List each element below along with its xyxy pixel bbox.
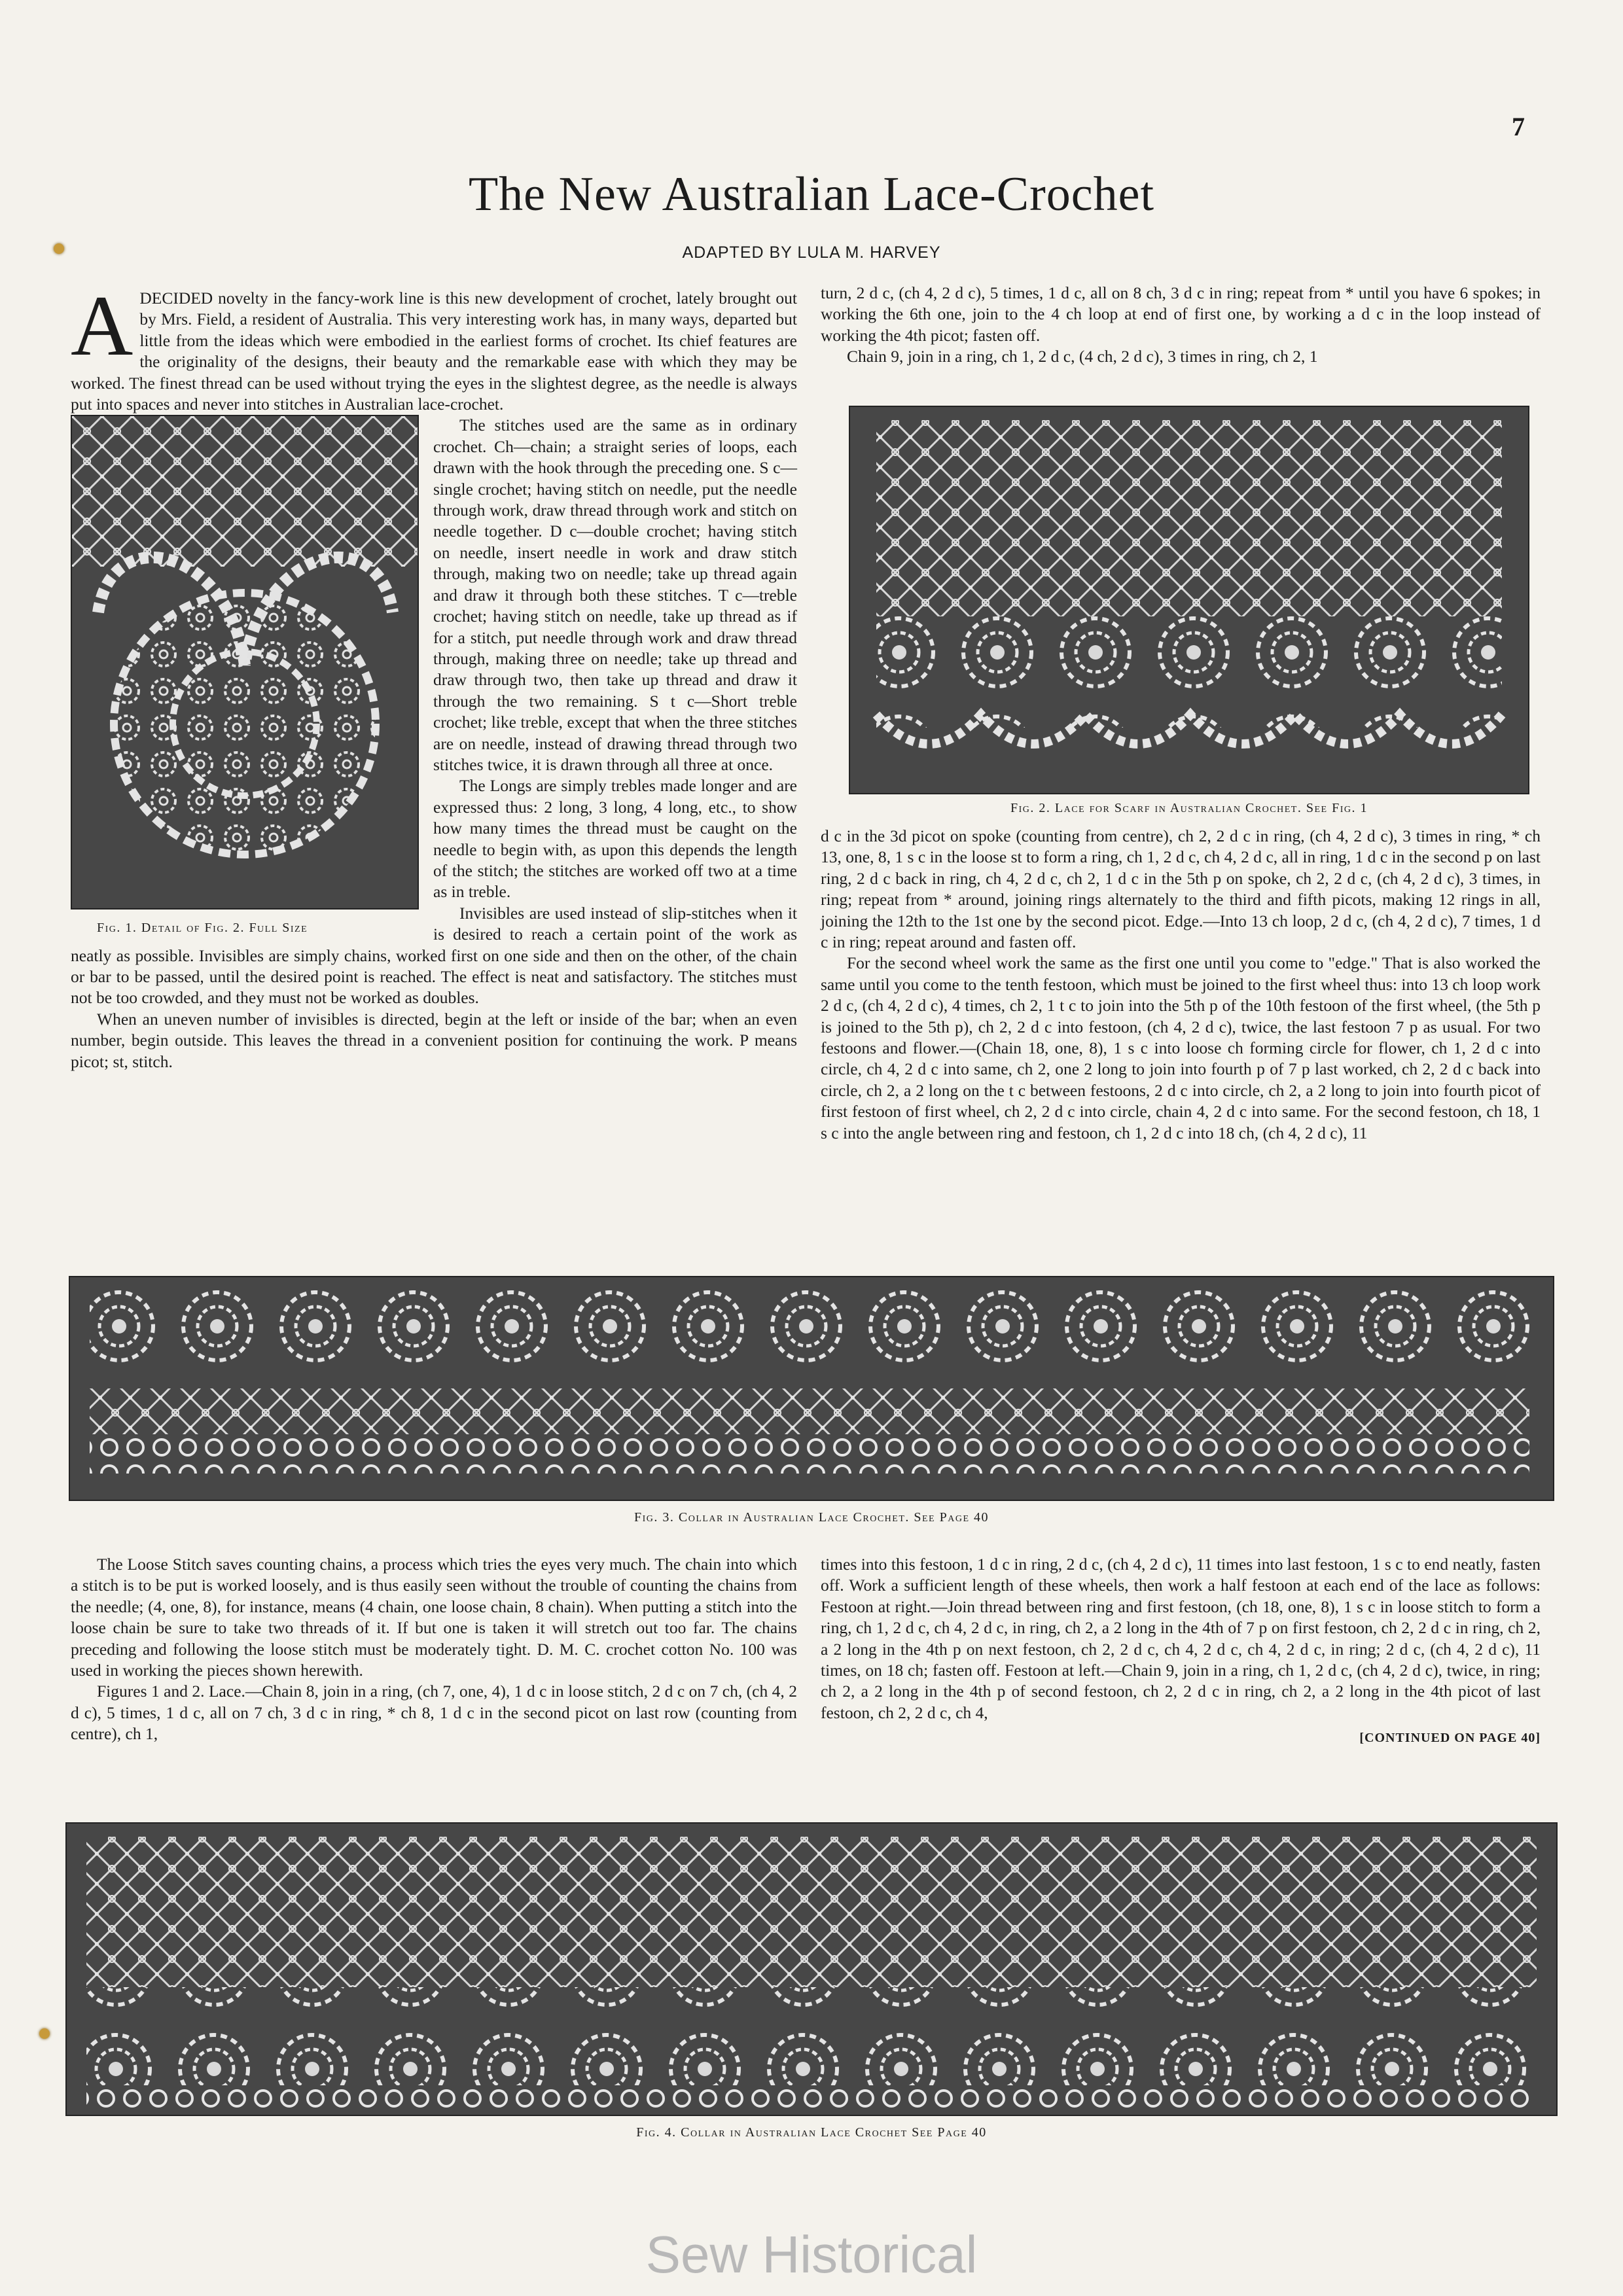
right-column	[821, 283, 1541, 368]
lace-detail-image	[72, 416, 418, 908]
figure-1-photo	[71, 415, 419, 910]
figure-4-photo	[65, 1822, 1558, 2116]
longs-paragraph: The Longs are simply trebles made longer and are expressed thus: 2 long, 3 long, 4 long, etc., to show how many times the thread must be caught on the needle to begin with, as upon this depends the length of the stitch; the stitches are worked off two at a time as in treble.	[433, 776, 797, 902]
watermark: Sew Historical	[645, 2225, 978, 2284]
byline: ADAPTED BY LULA M. HARVEY	[682, 243, 941, 262]
loose-stitch-paragraph: The Loose Stitch saves counting chains, a process which tries the eyes very much. The chain into which a stitch is to be put is worked loosely, and is thus easily seen without the trouble of counting the chains from the needle; (4, one, 8), for instance, means (4 chain, one loose chain, 8 chain). When putting a stitch into the loose chain be sure to take two threads of it. If but one is taken it will stretch out too far. The chains preceding and following the loose stitch must be moderately tight. D. M. C. crochet cotton No. 100 was used in working the pieces shown herewith.	[71, 1555, 797, 1680]
figures-lace-paragraph: Figures 1 and 2. Lace.—Chain 8, join in a ring, (ch 7, one, 4), 1 d c in loose stitch, 2 d c on 7 ch, (ch 4, 2 d c), 5 times, 1 d c, all on 7 ch, 3 d c in ring, * ch 8, 1 d c in the second picot on last row (counting from centre), ch 1,	[71, 1682, 797, 1744]
figure-3-photo	[69, 1276, 1554, 1501]
festoon-paragraph: times into this festoon, 1 d c in ring, 2 d c, (ch 4, 2 d c), 11 times into last festoon, 1 s c to end neatly, fasten off. Work a sufficient length of these wheels, then work a half festoon at each end of the lace as follows: Festoon at right.—Join thread between ring and first festoon, (ch 18, one, 8), 1 s c in loose stitch to form a ring, ch 1, 2 d c, ch 4, 2 d c, in ring, ch 2, a 2 long in the 4th of 7 p on first festoon, ch 2, 2 d c in ring, ch 2, a 2 long in the 4th p on next festoon, ch 2, 2 d c, ch 4, 2 d c, ch 4, 2 d c, in ring; 2 d c, (ch 4, 2 d c), 11 times, on 18 ch; fasten off. Festoon at left.—Chain 9, join in a ring, ch 1, 2 d c, (ch 4, 2 d c), twice, in ring; ch 2, a 2 long in the 4th p of second festoon, ch 2, 2 d c in ring, ch 2, a 2 long in the 4th picot of last festoon, ch 2, 2 d c, ch 4,	[821, 1555, 1541, 1722]
bottom-left-column	[71, 1554, 797, 1745]
figure-4-caption: Fig. 4. Collar in Australian Lace Crochet See Page 40	[636, 2125, 987, 2140]
invisibles-paragraph: Invisibles are used instead of slip-stitches when it is desired to reach a certain point of the work as neatly as possible. Invisibles are simply chains, worked first on one side and then on the other, of the chain or bar to be passed, until the desired point is reached. The effect is neat and satisfactory. The stitches must not be too crowded, and they must not be worked as doubles.	[71, 903, 797, 1008]
figure-2-photo	[849, 406, 1529, 794]
continued-note: [CONTINUED ON PAGE 40]	[1359, 1731, 1541, 1746]
left-column	[71, 277, 797, 1072]
spokes-paragraph: turn, 2 d c, (ch 4, 2 d c), 5 times, 1 d c, all on 8 ch, 3 d c in ring; repeat from * until you have 6 spokes; in working the 6th one, join to the 4 ch loop at end of first one, by working a d c in the loop instead of working the 4th picot; fasten off.	[821, 283, 1541, 345]
right-column-continued	[821, 826, 1541, 1144]
collar-lace-image	[70, 1277, 1553, 1500]
second-wheel-paragraph: For the second wheel work the same as the first one until you come to "edge." That is also worked the same until you come to the tenth festoon, which must be joined to the first wheel thus: into 13 ch loop work 2 d c, (ch 4, 2 d c), 4 times, ch 2, 1 t c to join into the 5th p of the 10th festoon of the first wheel, (the 5th p is joined to the 5th p), ch 2, 2 d c into festoon, (ch 4, 2 d c), twice, the last festoon 7 p as usual. For two festoons and flower.—(Chain 18, one, 8), 1 s c into loose ch forming circle for flower, ch 1, 2 d c into circle, ch 4, 2 d c into same, ch 2, one 2 long to join into fourth p of 7 p last worked, ch 2, 2 d c back into circle, ch 2, a 2 long on the t c between festoons, 2 d c into circle, ch 2, a 2 long to join into fourth picot of first festoon of first wheel, ch 2, 2 d c into circle, chain 4, 2 d c into same. For the second festoon, ch 18, 1 s c into the angle between ring and festoon, ch 1, 2 d c into 18 ch, (ch 4, 2 d c), 11	[821, 953, 1541, 1142]
collar-lace-image-2	[67, 1824, 1556, 2115]
chain-paragraph: Chain 9, join in a ring, ch 1, 2 d c, (4 ch, 2 d c), 3 times in ring, ch 2, 1	[847, 347, 1318, 366]
rings-paragraph: d c in the 3d picot on spoke (counting from centre), ch 2, 2 d c in ring, (ch 4, 2 d c), 3 times in ring, * ch 13, one, 8, 1 s c in the loose st to form a ring, ch 1, 2 d c, ch 4, 2 d c, all in ring, 1 d c in the second p on last ring, 2 d c back in ring, ch 4, 2 d c, ch 2, 1 d c in the 5th p on spoke, ch 2, 2 d c, (ch 4, 2 d c), 3 times, in ring; repeat from * around, joining rings alternately to the third and fifth picots, making 12 rings in all, joining the 12th to the 1st one by the second picot. Edge.—Into 13 ch loop, 2 d c, (ch 4, 2 d c), 7 times, 1 d c in ring; repeat around and fasten off.	[821, 826, 1541, 952]
binder-hole	[39, 2028, 50, 2039]
scarf-lace-image	[850, 407, 1528, 793]
figure-3	[69, 1276, 1554, 1525]
figure-2	[849, 406, 1529, 816]
figure-3-caption: Fig. 3. Collar in Australian Lace Crochet. See Page 40	[633, 1510, 990, 1525]
binder-hole	[54, 243, 64, 254]
drop-cap: A	[71, 277, 134, 374]
figure-4	[65, 1822, 1558, 2140]
figure-1	[71, 415, 419, 938]
intro-paragraph: DECIDED novelty in the fancy-work line is this new development of crochet, lately brought out by Mrs. Field, a resident of Australia. This very interesting work has, in many ways, departed but little from the ideas which were embodied in the earliest forms of crochet. Its chief features are the originality of the designs, their beauty and the remarkable ease with which they may be worked. The finest thread can be used without trying the eyes in the slightest degree, as the needle is always put into spaces and never into stitches in Australian lace-crochet.	[71, 289, 797, 414]
stitches-paragraph: The stitches used are the same as in ordinary crochet. Ch—chain; a straight series of loops, each drawn with the hook through the preceding one. S c—single crochet; having stitch on needle, put the needle through work, draw thread through work and stitch on needle together. D c—double crochet; having stitch on needle, insert needle in work and draw stitch through, making two on needle; take up thread again and draw it through both these stitches. T c—treble crochet; having stitch on needle, take up thread as if for a stitch, put needle through work and draw thread through, making three on needle; take up thread and draw through two, then take up thread and draw it through the two remaining. S t c—Short treble crochet; like treble, except that when the three stitches are on needle, instead of drawing thread through two stitches twice, it is drawn through all three at once.	[433, 415, 797, 774]
figure-1-caption: Fig. 1. Detail of Fig. 2. Full Size	[97, 921, 308, 936]
page-number: 7	[1512, 112, 1525, 141]
uneven-paragraph: When an uneven number of invisibles is directed, begin at the left or inside of the bar; when an even number, begin outside. This leaves the thread in a convenient position for continuing the work. P means picot; st, stitch.	[71, 1009, 797, 1071]
article-title: The New Australian Lace-Crochet	[468, 168, 1155, 221]
bottom-right-column	[821, 1554, 1541, 1749]
figure-2-caption: Fig. 2. Lace for Scarf in Australian Crochet. See Fig. 1	[1010, 801, 1368, 815]
